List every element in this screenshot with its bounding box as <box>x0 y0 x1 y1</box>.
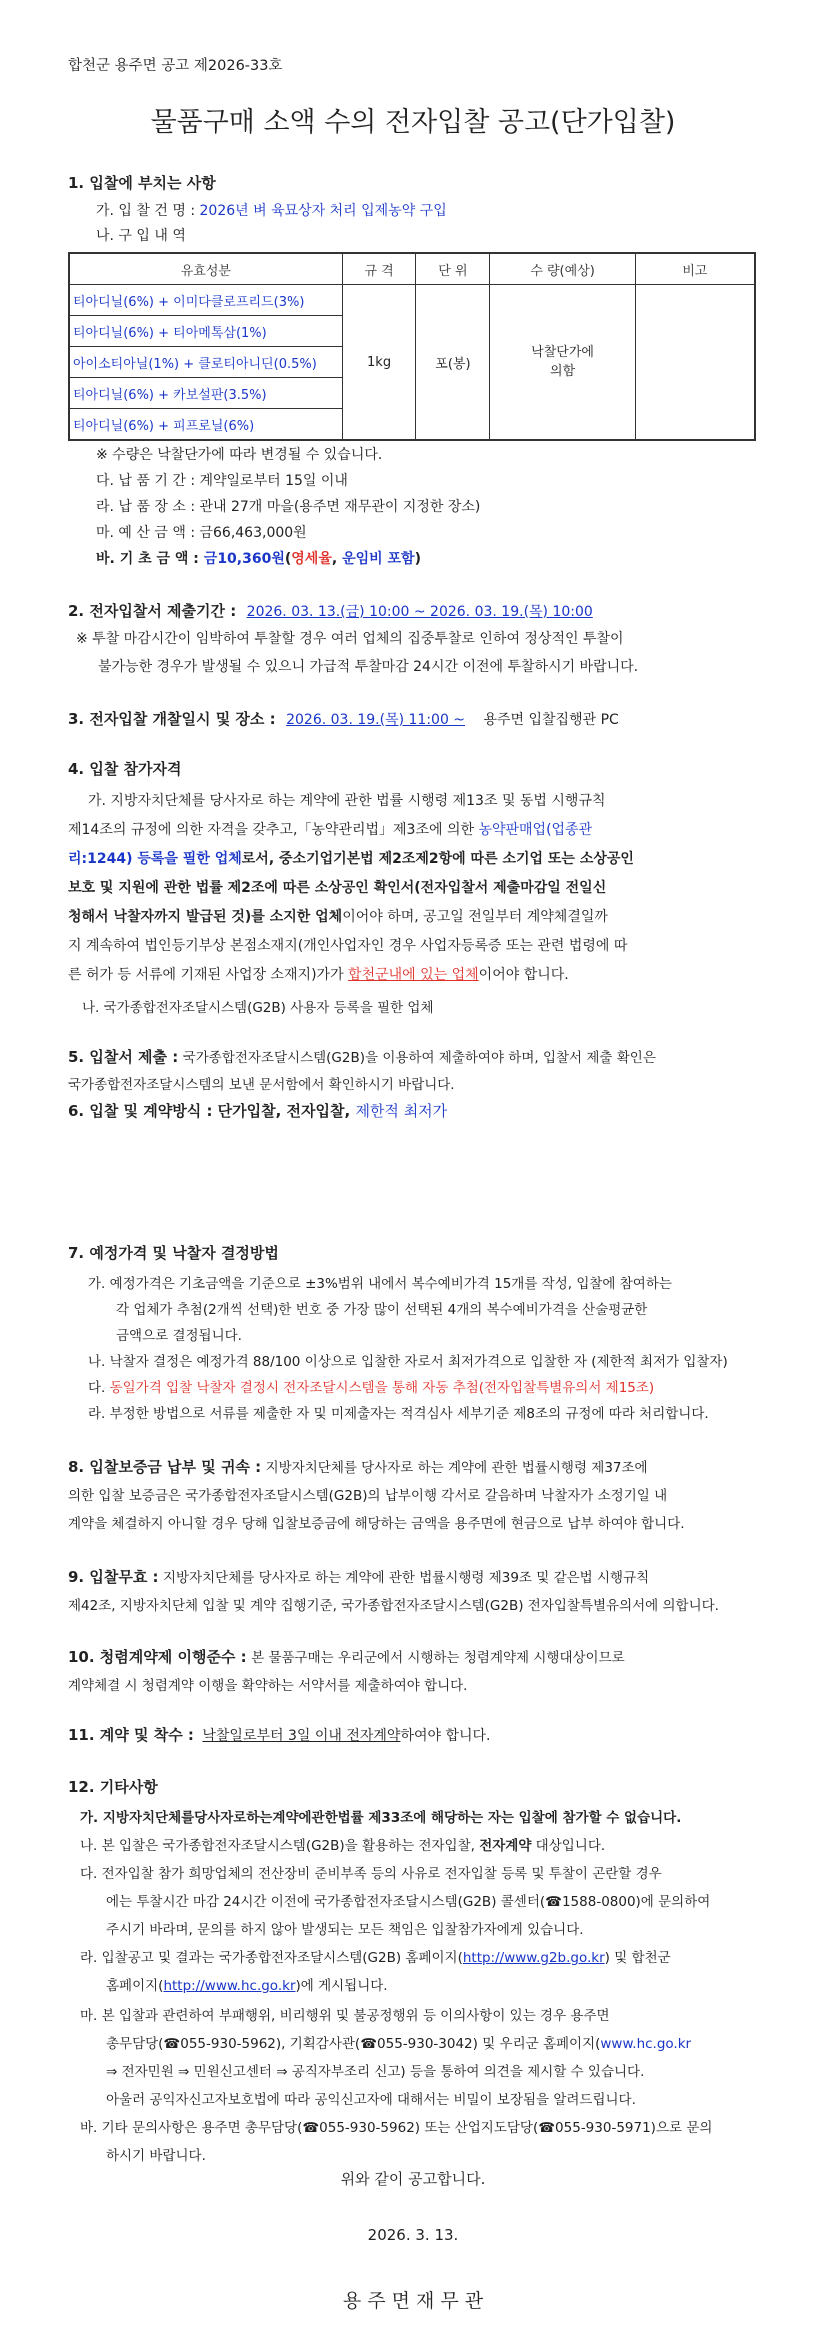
table-row <box>69 285 755 316</box>
submission-text: 국가종합전자조달시스템의 보낸 문서함에서 확인하시기 바랍니다. <box>68 1077 455 1093</box>
misc-text: 대상입니다. <box>531 1838 606 1854</box>
price-method-line: 가. 예정가격은 기초금액을 기준으로 ±3%범위 내에서 복수예비가격 15개를 작성, 입찰에 참여하는 <box>88 1276 672 1292</box>
winner-rule: 나. 낙찰자 결정은 예정가격 88/100 이상으로 입찰한 자로서 최저가격으로 입찰한 자 (제한적 최저가 입찰자) <box>88 1354 728 1370</box>
hapcheon-link[interactable]: http://www.hc.go.kr <box>163 1978 296 1994</box>
bid-name-label: 가. 입 찰 건 명 : <box>96 203 196 219</box>
qualification-text: 청해서 낙찰자까지 발급된 것)를 소지한 업체 <box>68 909 343 925</box>
misc-text: 전자계약 <box>479 1838 532 1854</box>
qualification-text: 제14조의 규정에 의한 자격을 갖추고,「농약관리법」제3조에 의한 <box>68 822 479 838</box>
misc-item: 아울러 공익자신고자보호법에 따라 공익신고자에 대해서는 비밀이 보장됨을 알려드립니다. <box>106 2092 636 2108</box>
misc-text: 총무담당(☎055-930-5962), 기획감사관(☎055-930-3042) 및 우리군 홈페이지( <box>106 2036 601 2052</box>
base-amount-label: 바. 기 초 금 액 : <box>96 551 199 567</box>
misc-item: 다. 전자입찰 참가 희망업체의 전산장비 준비부족 등의 사유로 전자입찰 등록 및 투찰이 곤란할 경우 <box>80 1866 662 1882</box>
section-2-heading: 2. 전자입찰서 제출기간 : <box>68 602 237 620</box>
opening-datetime: 2026. 03. 19.(목) 11:00 ~ <box>286 712 466 728</box>
qualification-line: 지 계속하여 법인등기부상 본점소재지(개인사업자인 경우 사업자등록증 또는 관련 법령에 따 <box>68 938 628 954</box>
qualification-line <box>68 964 569 984</box>
quantity-line: 낙찰단가에 <box>531 345 594 360</box>
bid-name-row <box>96 200 447 220</box>
notice-date: 2026. 3. 13. <box>367 2226 459 2244</box>
tie-rule-ref: (전자입찰특별유의서 제15조) <box>478 1380 655 1396</box>
ingredient-cell: 아이소티아닐(1%) + 클로티아니딘(0.5%) <box>69 347 342 378</box>
section-11-row <box>68 1724 491 1745</box>
pesticide-business-text: 농약판매업(업종관 <box>478 822 593 838</box>
section-6-row <box>68 1100 447 1121</box>
section-5-row <box>68 1046 656 1067</box>
ingredient-cell: 티아디닐(6%) + 카보설판(3.5%) <box>69 378 342 409</box>
misc-item: 하시기 바랍니다. <box>106 2148 206 2164</box>
ingredient-cell: 티아디닐(6%) + 피프로닐(6%) <box>69 409 342 441</box>
ingredient-cell: 티아디닐(6%) + 티아메톡삼(1%) <box>69 316 342 347</box>
section-3-row <box>68 708 619 729</box>
separator: , <box>331 551 343 567</box>
freight-included-label: 운임비 포함 <box>342 551 415 567</box>
section-12-heading: 12. 기타사항 <box>68 1778 158 1796</box>
opening-place: 용주면 입찰집행관 PC <box>483 712 619 728</box>
section-2-row <box>68 600 593 621</box>
homepage-link[interactable]: www.hc.go.kr <box>600 2036 692 2052</box>
section-10-row <box>68 1646 625 1667</box>
submission-period: 2026. 03. 13.(금) 10:00 ~ 2026. 03. 19.(목) 10:00 <box>246 604 593 620</box>
submission-note-2: 불가능한 경우가 발생될 수 있으니 가급적 투찰마감 24시간 이전에 투찰하시기 바랍니다. <box>98 659 639 675</box>
page-title: 물품구매 소액 수의 전자입찰 공고(단가입찰) <box>150 107 676 138</box>
table-header-cell: 유효성분 <box>69 253 342 285</box>
table-header-cell: 수 량(예상) <box>490 253 636 285</box>
section-8-row <box>68 1456 648 1477</box>
quantity-cell <box>490 285 636 441</box>
tie-rule <box>88 1376 654 1396</box>
submission-text: 국가종합전자조달시스템(G2B)을 이용하여 제출하여야 하며, 입찰서 제출 확인은 <box>182 1050 656 1066</box>
unit-cell: 포(봉) <box>416 285 490 441</box>
section-7-heading: 7. 예정가격 및 낙찰자 결정방법 <box>68 1244 279 1262</box>
invalid-bid-text: 제42조, 지방자치단체 입찰 및 계약 집행기준, 국가종합전자조달시스템(G2B) 전자입찰특별유의서에 의합니다. <box>68 1598 719 1614</box>
purchase-table <box>68 252 756 441</box>
base-amount-row <box>96 548 421 568</box>
section-6-heading: 6. 입찰 및 계약방식 : 단가입찰, 전자입찰, <box>68 1102 351 1120</box>
misc-item: 에는 투찰시간 마감 24시간 이전에 국가종합전자조달시스템(G2B) 콜센터(☎1588-0800)에 문의하여 <box>106 1894 711 1910</box>
remarks-cell <box>635 285 755 441</box>
misc-text: 홈페이지( <box>106 1978 164 1994</box>
section-10-heading: 10. 청렴계약제 이행준수 : <box>68 1648 247 1666</box>
qualification-line <box>68 906 608 926</box>
tie-rule-text: 동일가격 입찰 낙찰자 결정시 전자조달시스템을 통해 자동 추첨 <box>109 1380 479 1396</box>
delivery-period: 다. 납 품 기 간 : 계약일로부터 15일 이내 <box>96 473 348 489</box>
section-1-heading: 1. 입찰에 부치는 사항 <box>68 174 216 192</box>
misc-item <box>80 1946 671 1966</box>
section-5-heading: 5. 입찰서 제출 : <box>68 1048 179 1066</box>
qualification-text: 른 허가 등 서류에 기재된 사업장 소재지)가가 <box>68 967 349 983</box>
section-4-heading: 4. 입찰 참가자격 <box>68 760 182 778</box>
quantity-line: 의함 <box>550 364 576 379</box>
registration-text: 리:1244) 등록을 필한 업체 <box>68 851 242 867</box>
g2b-link[interactable]: http://www.g2b.go.kr <box>462 1950 605 1966</box>
qualification-line <box>68 819 592 839</box>
zero-tax-label: 영세율 <box>291 551 332 567</box>
qualification-text: 로서, 중소기업기본법 제2조제2항에 따른 소기업 또는 소상공인 <box>241 851 634 867</box>
misc-text: ) 및 합천군 <box>604 1950 671 1966</box>
budget-amount: 마. 예 산 금 액 : 금66,463,000원 <box>96 525 307 541</box>
deposit-text: 계약을 체결하지 아니할 경우 당해 입찰보증금에 해당하는 금액을 용주면에 현금으로 납부 하여야 합니다. <box>68 1516 685 1532</box>
section-9-row <box>68 1566 649 1587</box>
misc-item: ⇒ 전자민원 ⇒ 민원신고센터 ⇒ 공직자부조리 신고) 등을 통하여 의견을 제시할 수 있습니다. <box>106 2064 645 2080</box>
base-amount-value: 금10,360원 <box>203 551 285 567</box>
qualification-text: 이어야 하며, 공고일 전일부터 계약체결일까 <box>342 909 608 925</box>
deposit-text: 지방자치단체를 당사자로 하는 계약에 관한 법률시행령 제37조에 <box>265 1460 648 1476</box>
misc-item <box>80 1834 605 1854</box>
misc-item <box>106 1974 388 1994</box>
deposit-text: 의한 입찰 보증금은 국가종합전자조달시스템(G2B)의 납부이행 각서로 갈음하며 낙찰자가 소정기일 내 <box>68 1488 668 1504</box>
bid-name-value: 2026년 벼 육묘상자 처리 입제농약 구입 <box>199 203 447 219</box>
tie-rule-label: 다. <box>88 1380 110 1396</box>
contract-tail: 하여야 합니다. <box>400 1728 491 1744</box>
spec-cell: 1kg <box>342 285 416 441</box>
misc-text: 라. 입찰공고 및 결과는 국가종합전자조달시스템(G2B) 홈페이지( <box>80 1950 463 1966</box>
doc-number: 합천군 용주면 공고 제2026-33호 <box>68 58 283 74</box>
table-header-cell: 비고 <box>635 253 755 285</box>
invalid-bid-text: 지방자치단체를 당사자로 하는 계약에 관한 법률시행령 제39조 및 같은법 시행규칙 <box>163 1570 650 1586</box>
paren: ) <box>414 551 421 567</box>
qualification-line: 가. 지방자치단체를 당사자로 하는 계약에 관한 법률 시행령 제13조 및 동법 시행규칙 <box>88 793 606 809</box>
misc-item: 가. 지방자치단체를당사자로하는계약에관한법률 제33조에 해당하는 자는 입찰에 참가할 수 없습니다. <box>80 1810 682 1826</box>
table-header-cell: 단 위 <box>416 253 490 285</box>
location-requirement: 합천군내에 있는 업체 <box>348 967 479 983</box>
qualification-line: 보호 및 지원에 관한 법률 제2조에 따른 소상공인 확인서(전자입찰서 제출마감일 전일신 <box>68 880 607 896</box>
ingredient-cell: 티아디닐(6%) + 이미다클로프리드(3%) <box>69 285 342 316</box>
g2b-requirement: 나. 국가종합전자조달시스템(G2B) 사용자 등록을 필한 업체 <box>82 1000 434 1016</box>
section-9-heading: 9. 입찰무효 : <box>68 1568 159 1586</box>
misc-text: )에 게시됩니다. <box>295 1978 388 1994</box>
integrity-text: 본 물품구매는 우리군에서 시행하는 청렴계약제 시행대상이므로 <box>251 1650 625 1666</box>
section-3-heading: 3. 전자입찰 개찰일시 및 장소 : <box>68 710 276 728</box>
fraud-rule: 라. 부정한 방법으로 서류를 제출한 자 및 미제출자는 적격심사 세부기준 제8조의 규정에 따라 처리합니다. <box>88 1406 709 1422</box>
table-header-cell: 규 격 <box>342 253 416 285</box>
section-8-heading: 8. 입찰보증금 납부 및 귀속 : <box>68 1458 262 1476</box>
misc-item: 주시기 바라며, 문의를 하지 않아 발생되는 모든 책임은 입찰참가자에게 있습니다. <box>106 1922 584 1938</box>
misc-item <box>106 2032 691 2052</box>
misc-text: 나. 본 입찰은 국가종합전자조달시스템(G2B)을 활용하는 전자입찰, <box>80 1838 480 1854</box>
issuer: 용 주 면 재 무 관 <box>342 2290 484 2312</box>
misc-item: 마. 본 입찰과 관련하여 부패행위, 비리행위 및 불공정행위 등 이의사항이 있는 경우 용주면 <box>80 2008 610 2024</box>
submission-note-1: ※ 투찰 마감시간이 임박하여 투찰할 경우 여러 업체의 집중투찰로 인하여 정상적인 투찰이 <box>76 631 624 647</box>
section-11-heading: 11. 계약 및 착수 : <box>68 1726 194 1744</box>
contract-method: 제한적 최저가 <box>355 1102 448 1120</box>
qualification-text: 이어야 합니다. <box>478 967 569 983</box>
table-header-row <box>69 253 755 285</box>
purchase-list-label: 나. 구 입 내 역 <box>96 228 186 244</box>
closing-text: 위와 같이 공고합니다. <box>340 2170 486 2188</box>
paren: ( <box>284 551 292 567</box>
misc-item: 바. 기타 문의사항은 용주면 총무담당(☎055-930-5962) 또는 산업지도담당(☎055-930-5971)으로 문의 <box>80 2120 713 2136</box>
integrity-text: 계약체결 시 청렴계약 이행을 확약하는 서약서를 제출하여야 합니다. <box>68 1678 468 1694</box>
contract-deadline: 낙찰일로부터 3일 이내 전자계약 <box>202 1728 401 1744</box>
price-method-line: 금액으로 결정됩니다. <box>116 1328 242 1344</box>
delivery-place: 라. 납 품 장 소 : 관내 27개 마을(용주면 재무관이 지정한 장소) <box>96 499 481 515</box>
quantity-note: ※ 수량은 낙찰단가에 따라 변경될 수 있습니다. <box>96 447 383 463</box>
price-method-line: 각 업체가 추첨(2개씩 선택)한 번호 중 가장 많이 선택된 4개의 복수예비가격을 산술평균한 <box>116 1302 648 1318</box>
qualification-line <box>68 848 634 868</box>
